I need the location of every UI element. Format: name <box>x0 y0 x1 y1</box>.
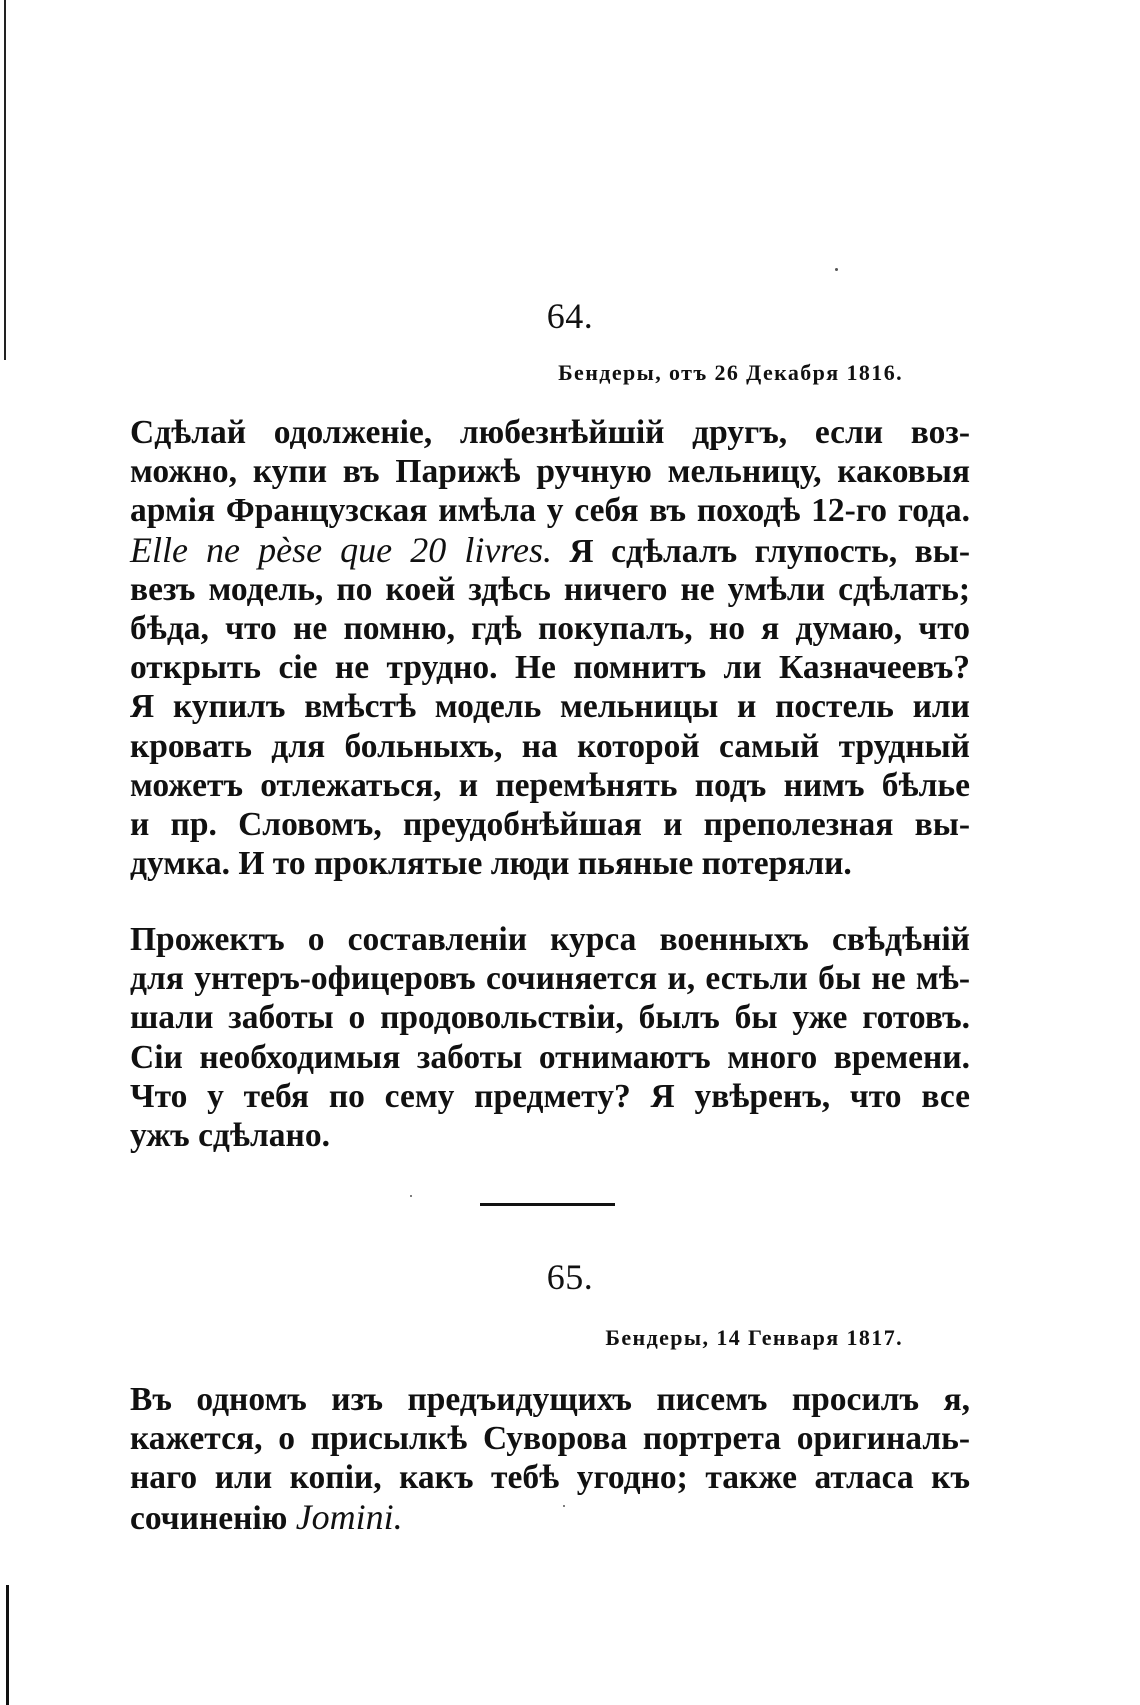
text-line: везъ модель, по коей здѣсь ничего не умѣли сдѣлать; <box>130 570 970 608</box>
italic-phrase: Elle ne pèse que 20 livres. <box>130 529 552 570</box>
text-line: Прожектъ о составленіи курса военныхъ свѣдѣній <box>130 921 970 958</box>
text-line: открыть сіе не трудно. Не помнитъ ли Казначеевъ? <box>130 649 970 687</box>
scan-edge-line <box>6 1585 9 1705</box>
text-line: ужъ сдѣлано. <box>130 1116 330 1154</box>
text-line: Сіи необходимыя заботы отнимаютъ много времени. <box>130 1038 970 1076</box>
letter-dateline: Бендеры, отъ 26 Декабря 1816. <box>558 360 903 385</box>
text-line: думка. И то проклятые люди пьяные потеряли. <box>130 845 852 883</box>
letter-paragraph <box>130 920 970 1155</box>
text-line: наго или копіи, какъ тебѣ угодно; также атласа къ <box>130 1459 970 1497</box>
letter-paragraph <box>130 413 970 883</box>
text-line: для унтеръ-офицеровъ сочиняется и, естьли бы не мѣ- <box>130 960 970 998</box>
text-line: Я купилъ вмѣстѣ модель мельницы и постель или <box>130 688 970 726</box>
text-line: Въ одномъ изъ предъидущихъ писемъ просилъ я, <box>130 1381 970 1418</box>
text-line: Сдѣлай одолженіе, любезнѣйшій другъ, если воз- <box>130 414 970 451</box>
letter-paragraph <box>130 1380 970 1537</box>
text-line: армія Французская имѣла у себя въ походѣ 12-го года. <box>130 492 970 530</box>
scan-speck <box>835 268 838 271</box>
text-line <box>130 531 970 570</box>
text-line: кровать для больныхъ, на которой самый трудный <box>130 727 970 765</box>
scan-speck <box>410 1195 412 1197</box>
text-line: можно, купи въ Парижѣ ручную мельницу, каковыя <box>130 453 970 491</box>
italic-phrase: Jomini. <box>295 1496 403 1537</box>
text-segment: сочиненію <box>130 1499 296 1537</box>
text-segment: Я сдѣлалъ глупость, вы- <box>551 532 971 570</box>
text-line: шали заботы о продовольствіи, былъ бы уже готовъ. <box>130 999 970 1037</box>
text-line <box>130 1498 970 1537</box>
letter-dateline: Бендеры, 14 Генваря 1817. <box>605 1325 903 1350</box>
text-line: Что у тебя по сему предмету? Я увѣренъ, что все <box>130 1077 970 1115</box>
letter-number: 65. <box>546 1257 594 1297</box>
letter-number: 64. <box>546 296 594 336</box>
text-line: можетъ отлежаться, и перемѣнять подъ нимъ бѣлье <box>130 766 970 804</box>
section-divider <box>480 1203 615 1206</box>
text-line: бѣда, что не помню, гдѣ покупалъ, но я думаю, что <box>130 609 970 647</box>
text-line: кажется, о присылкѣ Суворова портрета оригиналь- <box>130 1420 970 1458</box>
text-line: и пр. Словомъ, преудобнѣйшая и преполезная вы- <box>130 805 970 843</box>
